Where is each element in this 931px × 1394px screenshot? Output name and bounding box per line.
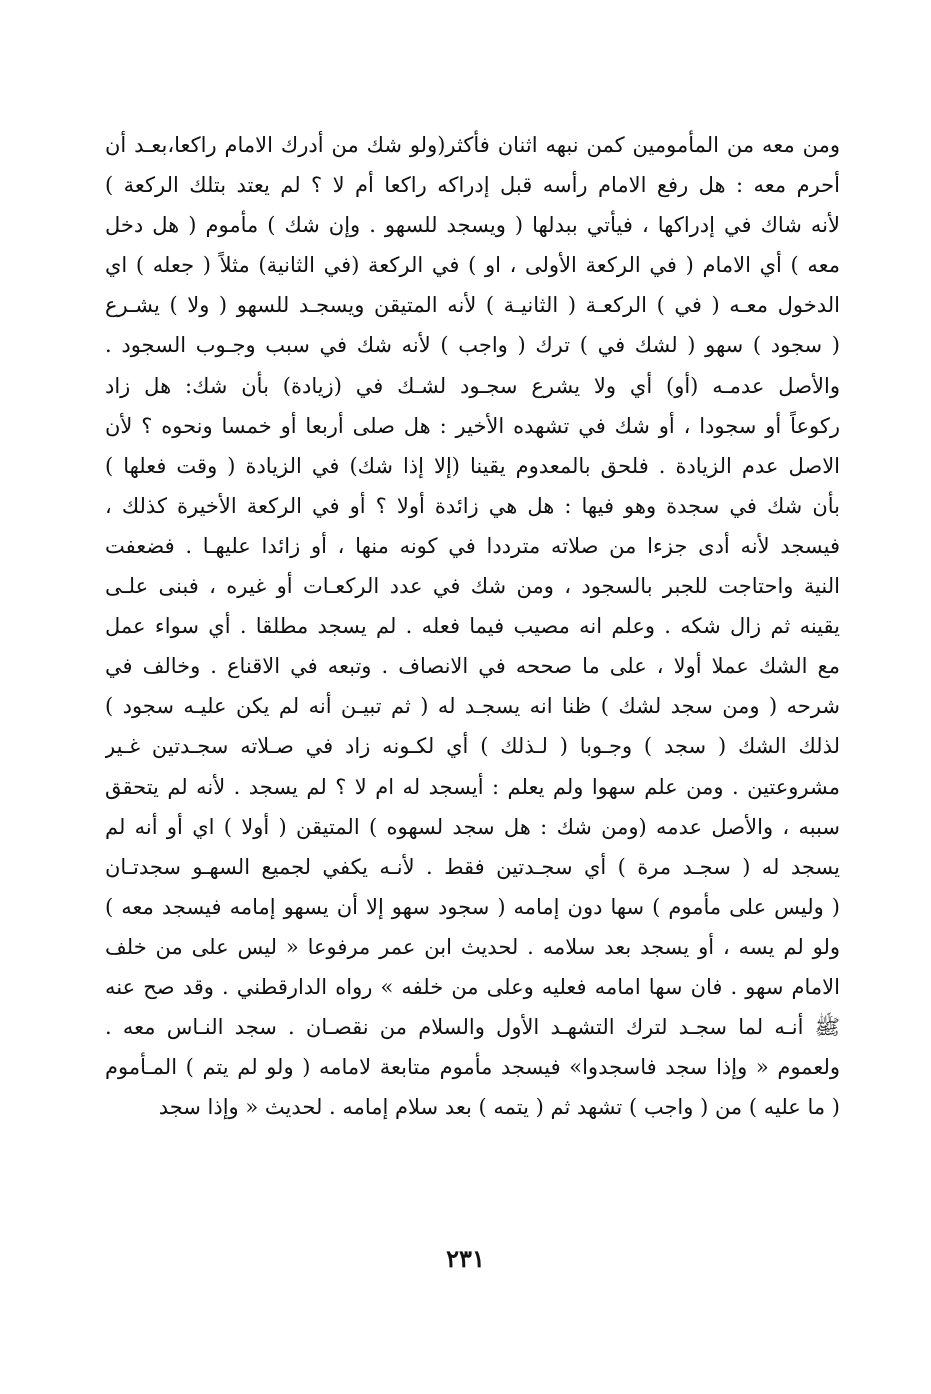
text-line: النية واحتاجت للجبر بالسجود ، ومن شك في عدد الركعـات أو غيره ، فبنى علـى <box>105 574 840 599</box>
text-line: ( سجود ) سهو ( لشك في ) ترك ( واجب ) لأنه شك في سبب وجـوب السجود . <box>105 333 840 358</box>
text-line: الامام سهو . فان سها امامه فعليه وعلى من خلفه » رواه الدارقطني . وقد صح عنه <box>105 974 840 999</box>
text-line: ومن معه من المأمومين كمن نبهه اثنان فأكثر(ولو شك من أدرك الامام راكعا،بعـد أن <box>105 133 840 157</box>
text-line: يقينه ثم زال شكه . وعلم انه مصيب فيما فعله . لم يسجد مطلقا . أي سواء عمل <box>105 614 840 639</box>
text-line: لذلك الشك ( سجد ) وجـوبا ( لـذلك ) أي لكـونه زاد في صـلاته سجـدتين غـير <box>105 734 840 759</box>
text-line: ( ما عليه ) من ( واجب ) تشهد ثم ( يتمه ) بعد سلام إمامه . لحديث « وإذا سجد <box>158 1095 840 1120</box>
body-text <box>105 125 840 1127</box>
text-line: مشروعتين . ومن علم سهوا ولم يعلم : أيسجد له ام لا ؟ لم يسجد . لأنه لم يتحقق <box>105 774 840 799</box>
text-line: ولو لم يسه ، أو يسجد بعد سلامه . لحديث ابن عمر مرفوعا « ليس على من خلف <box>105 934 840 959</box>
text-line: فيسجد لأنه أدى جزءا من صلاته مترددا في كونه منها ، أو زائدا عليهـا . فضعفت <box>105 533 840 558</box>
text-line: أحرم معه : هل رفع الامام رأسه قبل إدراكه راكعا أم لا ؟ لم يعتد بتلك الركعة ) <box>105 173 840 198</box>
text-line: ركوعاً أو سجودا ، أو شك في تشهده الأخير : هل صلى أربعا أو خمسا ونحوه ؟ لأن <box>105 413 840 438</box>
text-line: مع الشك عملا أولا ، على ما صححه في الانصاف . وتبعه في الاقناع . وخالف في <box>105 654 840 679</box>
text-line: بأن شك في سجدة وهو فيها : هل هي زائدة أولا ؟ أو في الركعة الأخيرة كذلك ، <box>105 493 840 518</box>
text-line: ﷺ أنـه لما سجـد لترك التشهـد الأول والسلام من نقصـان . سجد النـاس معه . <box>105 1015 840 1040</box>
page-number: ٢٣١ <box>446 1244 485 1273</box>
text-line: الدخول معـه ( في ) الركعـة ( الثانيـة ) لأنه المتيقن ويسجـد للسهو ( ولا ) يشـرع <box>105 293 840 318</box>
text-line: شرحه ( ومن سجد لشك ) ظنا انه يسجـد له ( ثم تبيـن أنه لم يكن عليـه سجود ) <box>105 694 840 719</box>
text-line: لأنه شاك في إدراكها ، فيأتي ببدلها ( ويسجد للسهو . وإن شك ) مأموم ( هل دخل <box>105 213 840 238</box>
text-line: ولعموم « وإذا سجد فاسجدوا» فيسجد مأموم متابعة لامامه ( ولو لم يتم ) المـأموم <box>105 1055 840 1080</box>
text-line: ( وليس على مأموم ) سها دون إمامه ( سجود سهو إلا أن يسهو إمامه فيسجد معه ) <box>105 894 840 919</box>
text-line: يسجد له ( سجـد مرة ) أي سجـدتين فقط . لأنـه يكفي لجميع السهـو سجدتـان <box>105 854 840 879</box>
text-line: والأصل عدمـه (أو) أي ولا يشرع سجـود لشـك في (زيادة) بأن شك: هل زاد <box>105 373 840 398</box>
text-line: معه ) أي الامام ( في الركعة الأولى ، او ) في الركعة (في الثانية) مثلاً ( جعله ) اي <box>105 253 840 278</box>
text-line: سببه ، والأصل عدمه (ومن شك : هل سجد لسهوه ) المتيقن ( أولا ) اي أو أنه لم <box>105 814 840 839</box>
text-line: الاصل عدم الزيادة . فلحق بالمعدوم يقينا (إلا إذا شك) في الزيادة ( وقت فعلها ) <box>105 453 840 478</box>
